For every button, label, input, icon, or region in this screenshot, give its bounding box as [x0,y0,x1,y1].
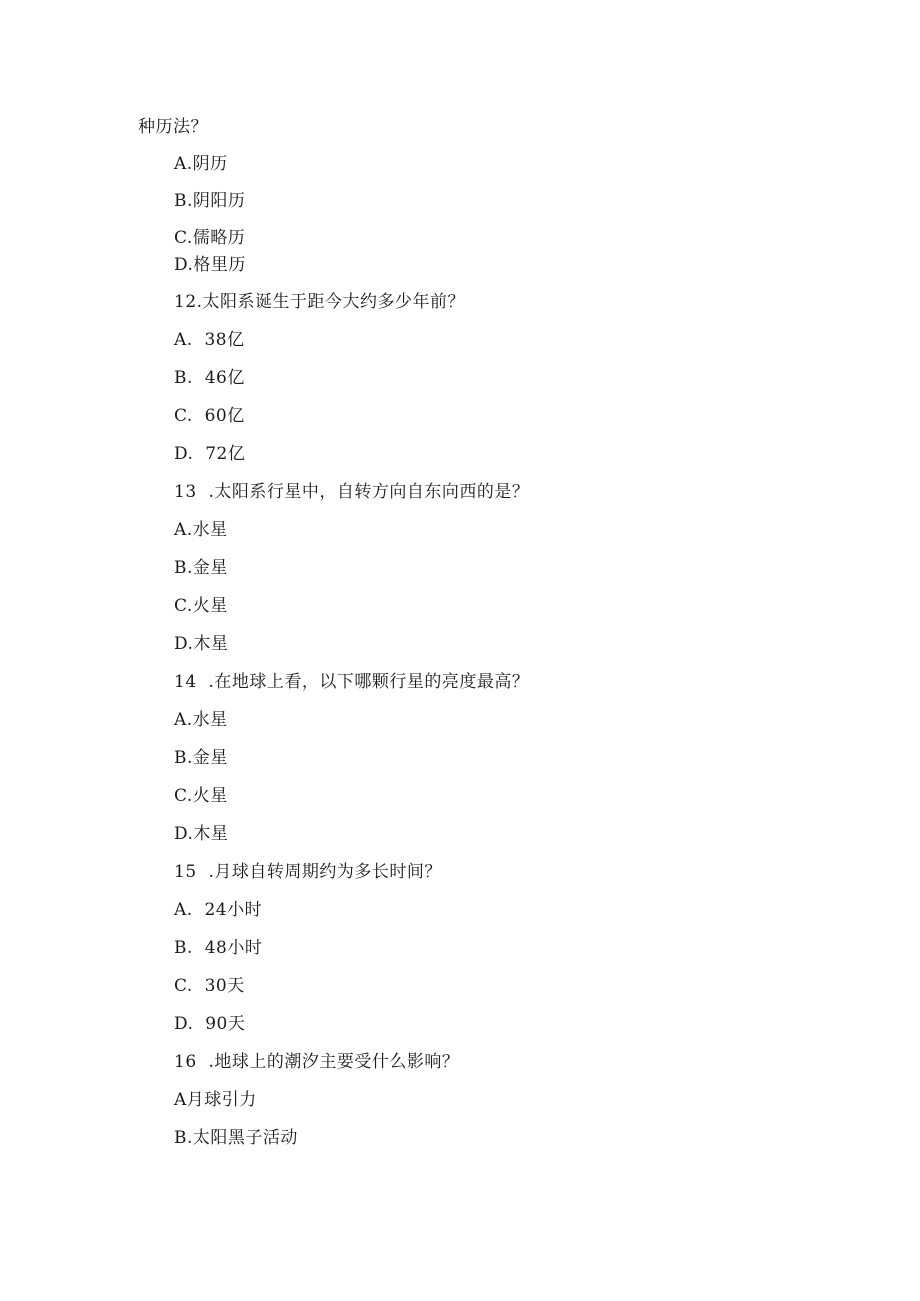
option-13-c: C.火星 [174,596,228,616]
option-11-b: B.阴阳历 [174,191,246,211]
option-15-a: A. 24小时 [174,900,263,920]
option-14-b: B.金星 [174,748,228,768]
option-12-c: C. 60亿 [174,406,245,426]
question-11-continuation: 种历法？ [138,117,208,137]
question-15: 15 .月球自转周期约为多长时间？ [174,862,442,882]
question-12: 12.太阳系诞生于距今大约多少年前？ [174,292,466,312]
option-13-a: A.水星 [174,520,228,540]
question-16: 16 .地球上的潮汐主要受什么影响？ [174,1052,460,1072]
option-12-d: D. 72亿 [174,444,246,464]
option-15-b: B. 48小时 [174,938,263,958]
option-11-c: C.儒略历 [174,228,246,248]
option-15-d: D. 90天 [174,1014,246,1034]
option-13-d: D.木星 [174,634,229,654]
option-16-a: A月球引力 [174,1090,257,1110]
option-14-d: D.木星 [174,824,229,844]
question-14: 14 .在地球上看，以下哪颗行星的亮度最高？ [174,672,530,692]
option-14-c: C.火星 [174,786,228,806]
option-11-d: D.格里历 [174,255,246,275]
option-16-b: B.太阳黑子活动 [174,1128,298,1148]
option-14-a: A.水星 [174,710,228,730]
option-12-b: B. 46亿 [174,368,245,388]
option-11-a: A.阴历 [174,154,228,174]
question-13: 13 .太阳系行星中，自转方向自东向西的是？ [174,482,530,502]
option-15-c: C. 30天 [174,976,245,996]
option-12-a: A. 38亿 [174,330,245,350]
option-13-b: B.金星 [174,558,228,578]
